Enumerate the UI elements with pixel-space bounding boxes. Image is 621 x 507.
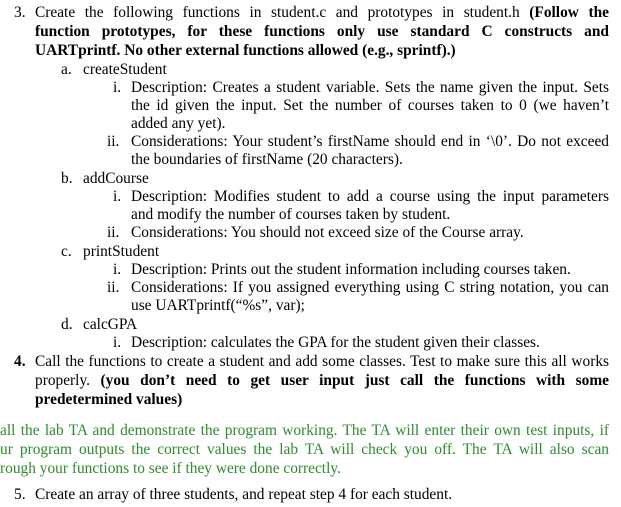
item-3-line-3: UARTprintf. No other external functions allowed (e.g., sprintf).) [35,42,456,59]
item-5-line-1: Create an array of three students, and repeat step 4 for each student. [35,486,453,503]
item-3-line-2: function prototypes, for these functions only use standard C constructs and [35,23,609,40]
item-3c-ii-number: ii. [107,279,120,296]
item-4-line-2-bold: (you don’t need to get user input just call the functions with some [100,372,609,389]
ta-note-line-1: all the lab TA and demonstrate the program working. The TA will enter their own test inputs, if [0,422,609,439]
item-3b-title: addCourse [83,170,149,187]
item-3a-title: createStudent [83,61,167,78]
item-3a-ii-line-2: the boundaries of firstName (20 characters). [131,151,403,168]
item-3c-ii-line-2: use UARTprintf(“%s”, var); [131,297,305,314]
item-4-line-3: predetermined values) [35,391,183,408]
item-3a-i-number: i. [113,79,122,96]
item-3-line-1 [35,4,609,22]
item-3-line-1-bold: (Follow the [529,4,609,21]
item-3a-letter: a. [61,61,72,78]
item-3b-i-line-2: and modify the number of courses taken by student. [131,206,451,223]
item-3c-ii-line-1: Considerations: If you assigned everything using C string notation, you can [131,279,609,296]
item-3a-i-line-2: the id given the input. Set the number of courses taken to 0 (we haven’t [131,97,609,114]
item-3d-letter: d. [61,316,73,333]
ta-note-line-3: rough your functions to see if they were done correctly. [0,460,341,477]
item-3a-ii-number: ii. [107,133,120,150]
item-3a-ii-line-1: Considerations: Your student’s firstName should end in ‘\0’. Do not exceed [131,133,609,150]
item-3b-ii-line-1: Considerations: You should not exceed size of the Course array. [131,224,524,241]
item-3a-i-line-3: added any yet). [131,115,226,132]
item-3d-title: calcGPA [83,316,138,333]
item-3b-i-line-1: Description: Modifies student to add a course using the input parameters [131,188,609,205]
item-3d-i-line-1: Description: calculates the GPA for the student given their classes. [131,334,540,351]
item-3b-i-number: i. [113,188,122,205]
item-3d-i-number: i. [113,334,122,351]
item-3-line-1-text: Create the following functions in student.c and prototypes in student.h [35,4,530,21]
item-4-line-1: Call the functions to create a student and add some classes. Test to make sure this all works [35,353,609,370]
item-4-line-2 [35,372,609,390]
item-4-number: 4. [14,353,26,370]
ta-note-line-2: ur program outputs the correct values the lab TA will check you off. The TA will also scan [0,441,609,458]
item-3c-title: printStudent [83,243,160,260]
item-3a-i-line-1: Description: Creates a student variable. Sets the name given the input. Sets [131,79,609,96]
item-3c-i-number: i. [113,261,122,278]
item-3b-ii-number: ii. [107,224,120,241]
item-3c-i-line-1: Description: Prints out the student information including courses taken. [131,261,571,278]
item-5-number: 5. [14,486,26,503]
item-4-line-2-text: properly. [35,372,101,389]
item-3c-letter: c. [61,243,72,260]
item-3b-letter: b. [61,170,73,187]
item-3-number: 3. [14,4,26,21]
